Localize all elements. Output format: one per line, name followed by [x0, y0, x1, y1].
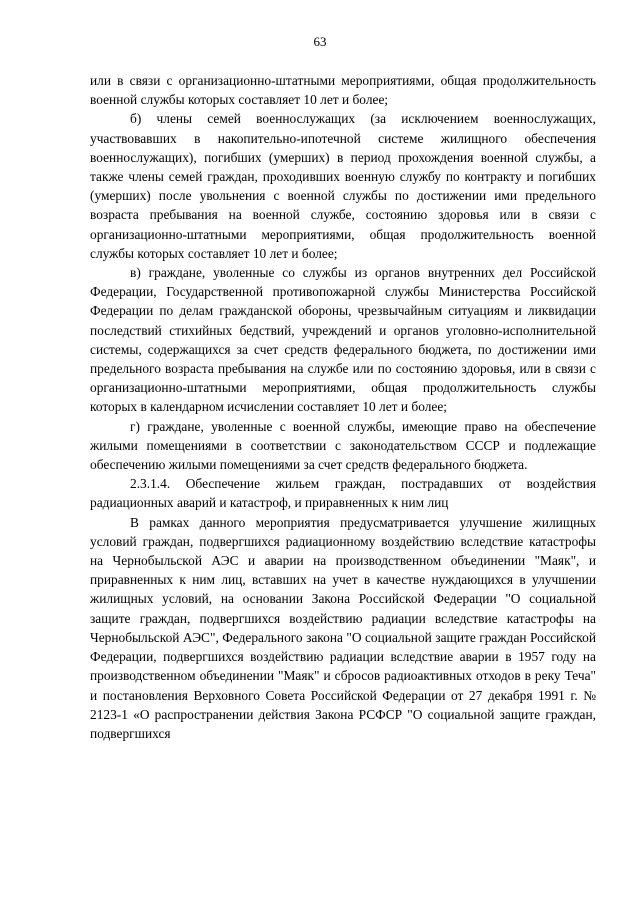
paragraph-item-g: г) граждане, уволенные с военной службы, имеющие право на обеспечение жилыми помещениями в соответствии с законодательством СССР и подлежащие обеспечению жилыми помещениями за счет средств федерального бюджета.	[90, 418, 596, 473]
section-heading-2-3-1-4: 2.3.1.4. Обеспечение жильем граждан, пострадавших от воздействия радиационных аварий и катастроф, и приравненных к ним лиц	[90, 476, 596, 511]
page-number: 63	[313, 34, 327, 49]
body-text	[90, 71, 596, 743]
paragraph-measure-description: В рамках данного мероприятия предусматривается улучшение жилищных условий граждан, подвергшихся радиационному воздействию вследствие катастрофы на Чернобыльской АЭС и аварии на производственном объединении "Маяк", и приравненных к ним лиц, вставших на учет в качестве нуждающихся в улучшении жилищных условий, на основании Закона Российской Федерации "О социальной защите граждан, подвергшихся воздействию радиации вследствие катастрофы на Чернобыльской АЭС", Федерального закона "О социальной защите граждан Российской Федерации, подвергшихся воздействию радиации вследствие аварии в 1957 году на производственном объединении "Маяк" и сбросов радиоактивных отходов в реку Теча" и постановления Верховного Совета Российской Федерации от 27 декабря 1991 г. № 2123-1 «О распространении действия Закона РСФСР "О социальной защите граждан, подвергшихся	[90, 514, 596, 741]
paragraph-item-v: в) граждане, уволенные со службы из органов внутренних дел Российской Федерации, Государственной противопожарной службы Министерства Российской Федерации по делам гражданской обороны, чрезвычайным ситуациям и ликвидации последствий стихийных бедствий, учреждений и органов уголовно-исполнительной системы, содержащихся за счет средств федерального бюджета, по достижении ими предельного возраста пребывания на службе или по состоянию здоровья, или в связи с организационно-штатными мероприятиями, общая продолжительность службы которых в календарном исчислении составляет 10 лет и более;	[90, 265, 596, 415]
paragraph-item-b: б) члены семей военнослужащих (за исключением военнослужащих, участвовавших в накопительно-ипотечной системе жилищного обеспечения военнослужащих), погибших (умерших) в период прохождения военной службы, а также члены семей граждан, проходивших военную службу по контракту и погибших (умерших) после увольнения с военной службы по достижении ими предельного возраста пребывания на военной службе, состоянию здоровья или в связи с организационно-штатными мероприятиями, общая продолжительность военной службы которых составляет 10 лет и более;	[90, 111, 596, 261]
paragraph-continuation: или в связи с организационно-штатными мероприятиями, общая продолжительность военной службы которых составляет 10 лет и более;	[90, 73, 596, 108]
